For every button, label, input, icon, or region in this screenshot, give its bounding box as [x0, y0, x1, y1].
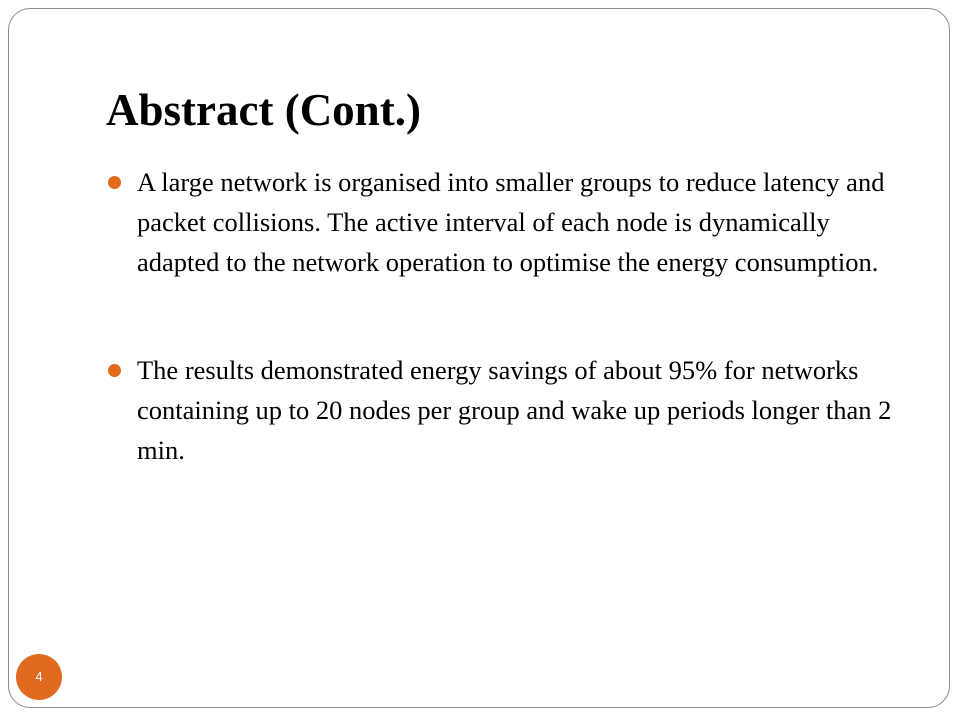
bullet-list	[106, 162, 906, 470]
bullet-item	[106, 162, 906, 282]
bullet-text: The results demonstrated energy savings of about 95% for networks containing up to 20 nodes per group and wake up periods longer than 2 min.	[137, 355, 892, 465]
bullet-dot-icon	[108, 364, 121, 377]
bullet-text: A large network is organised into smaller groups to reduce latency and packet collisions. The active interval of each node is dynamically adapted to the network operation to optimise the energy consumption.	[137, 167, 885, 277]
slide-title: Abstract (Cont.)	[106, 85, 421, 135]
page-number-badge: 4	[16, 654, 62, 700]
bullet-dot-icon	[108, 176, 121, 189]
bullet-item	[106, 350, 906, 470]
